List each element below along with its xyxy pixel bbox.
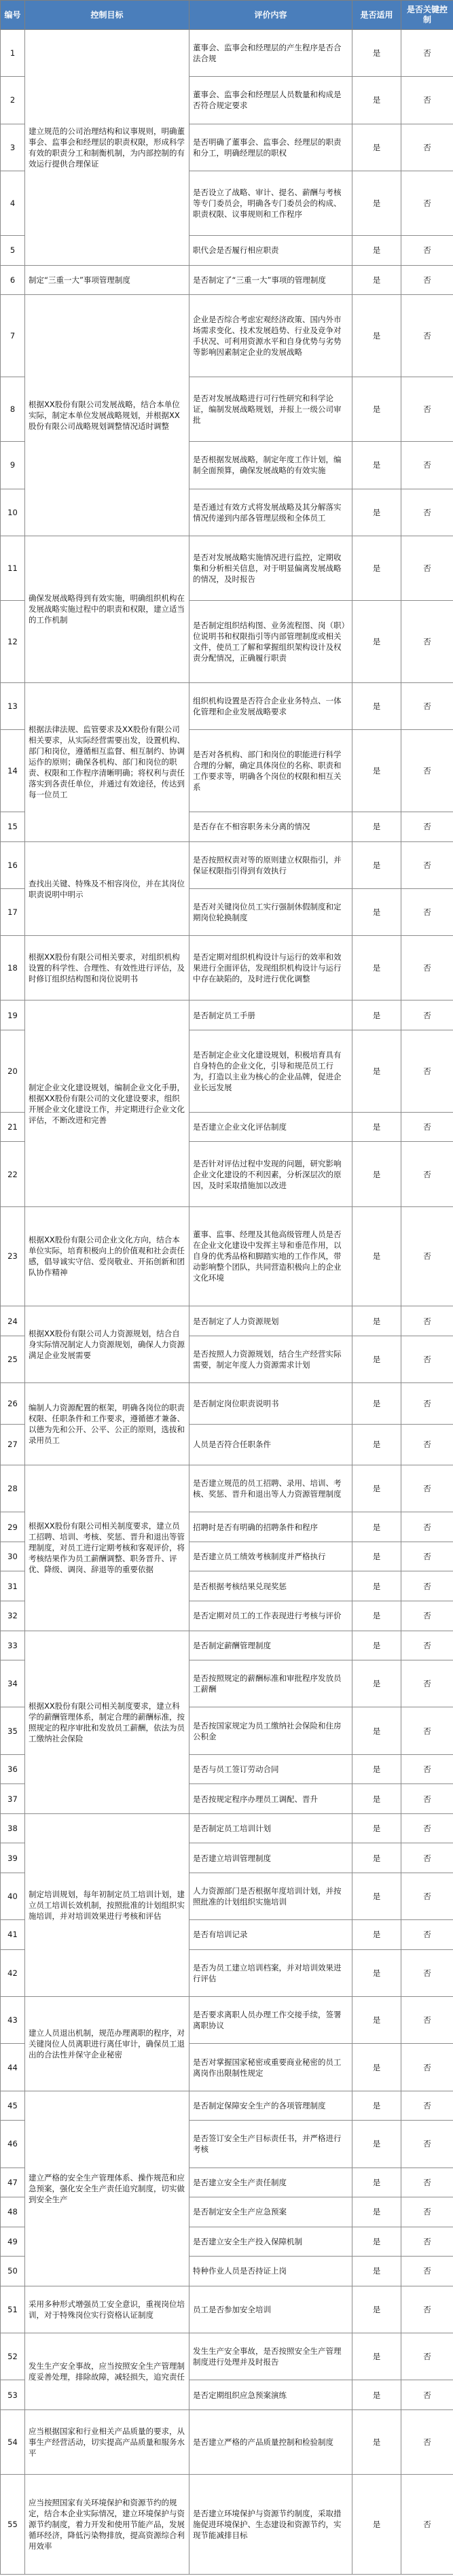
row-number: 36 — [1, 1754, 25, 1784]
table-row — [1, 682, 453, 729]
evaluation-content: 是否建立严格的产品质量控制和检验制度 — [189, 2409, 352, 2474]
applicable-value: 是 — [352, 536, 401, 600]
key-control-value: 否 — [401, 936, 453, 1000]
applicable-value: 是 — [352, 265, 401, 295]
applicable-value: 是 — [352, 1142, 401, 1206]
applicable-value: 是 — [352, 1631, 401, 1660]
control-objective: 制定企业文化建设规划，编制企业文化手册，根据XX股份有限公司的文化建设要求，组织开展企业文化建设工作，并定期进行企业文化评估，不断改进和完善 — [25, 1000, 189, 1206]
key-control-value: 否 — [401, 295, 453, 377]
evaluation-content: 是否对各机构、部门和岗位的职能进行科学合理的分解，确定具体岗位的名称、职责和工作要求等，明确各个岗位的权限和相互关系 — [189, 730, 352, 812]
evaluation-content: 是否按照规定的薪酬标准和审批程序发放员工薪酬 — [189, 1660, 352, 1707]
table-row — [1, 1000, 453, 1030]
key-control-value: 否 — [401, 1949, 453, 1996]
applicable-value: 是 — [352, 1660, 401, 1707]
applicable-value: 是 — [352, 2091, 401, 2121]
evaluation-content: 是否制定岗位职责说明书 — [189, 1383, 352, 1424]
evaluation-content: 是否为员工建立培训档案，并对培训效果进行评估 — [189, 1949, 352, 1996]
applicable-value: 是 — [352, 936, 401, 1000]
key-control-value: 否 — [401, 377, 453, 442]
key-control-value: 否 — [401, 1112, 453, 1142]
control-objective: 编制人力资源配置的框架，明确各岗位的职责权限、任职条件和工作要求，遵循德才兼备、以德为先和公开、公平、公正的原则，选拔和录用员工 — [25, 1383, 189, 1465]
row-number: 46 — [1, 2121, 25, 2168]
row-number: 40 — [1, 1873, 25, 1919]
table-row — [1, 841, 453, 888]
row-number: 30 — [1, 1542, 25, 1571]
evaluation-content: 是否设立了战略、审计、提名、薪酬与考核等专门委员会，明确各专门委员会的构成、职责权限、议事规则和工作程序 — [189, 171, 352, 235]
applicable-value: 是 — [352, 1571, 401, 1601]
key-control-value: 否 — [401, 1512, 453, 1542]
row-number: 16 — [1, 841, 25, 888]
key-control-value: 否 — [401, 1784, 453, 1814]
row-number: 22 — [1, 1142, 25, 1206]
row-number: 31 — [1, 1571, 25, 1601]
key-control-value: 否 — [401, 1843, 453, 1873]
control-objective: 根据法律法规、监管要求及XX股份有限公司相关要求，从实际经营需要出发，设置机构、部门和岗位，遵循相互监督、相互制约、协调运作的原则；确保各机构、部门和岗位的职责、权限和工作程序清晰明确；将权利与责任落实到各责任单位，并通过有效途径，传达到每一位员工 — [25, 682, 189, 841]
table-row — [1, 30, 453, 77]
applicable-value: 是 — [352, 1601, 401, 1631]
evaluation-content: 招聘时是否有明确的招聘条件和程序 — [189, 1512, 352, 1542]
applicable-value: 是 — [352, 889, 401, 936]
table-row — [1, 1465, 453, 1512]
evaluation-content: 是否按照权责对等的原则建立权限指引，并保证权限指引得到有效执行 — [189, 841, 352, 888]
evaluation-content: 是否建立培训管理制度 — [189, 1843, 352, 1873]
evaluation-content: 董事会、监事会和经理层的产生程序是否合法合规 — [189, 30, 352, 77]
key-control-value: 否 — [401, 2286, 453, 2333]
row-number: 11 — [1, 536, 25, 600]
table-header — [1, 1, 453, 30]
applicable-value: 是 — [352, 2044, 401, 2091]
applicable-value: 是 — [352, 1030, 401, 1113]
applicable-value: 是 — [352, 1997, 401, 2044]
row-number: 23 — [1, 1206, 25, 1306]
row-number: 20 — [1, 1030, 25, 1113]
key-control-value: 否 — [401, 2091, 453, 2121]
row-number: 24 — [1, 1306, 25, 1336]
key-control-value: 否 — [401, 1707, 453, 1754]
row-number: 9 — [1, 442, 25, 489]
applicable-value: 是 — [352, 1336, 401, 1382]
key-control-value: 否 — [401, 1571, 453, 1601]
row-number: 51 — [1, 2286, 25, 2333]
applicable-value: 是 — [352, 1754, 401, 1784]
row-number: 10 — [1, 489, 25, 536]
row-number: 50 — [1, 2257, 25, 2286]
control-objective: 发生生产安全事故，应当按照安全生产管理制度妥善处理，排除故障，减轻损失，追究责任 — [25, 2333, 189, 2410]
key-control-value: 否 — [401, 1873, 453, 1919]
control-objective: 确保发展战略得到有效实施，明确组织机构在发展战略实施过程中的职责和权限，建立适当的工作机制 — [25, 536, 189, 682]
row-number: 28 — [1, 1465, 25, 1512]
row-number: 6 — [1, 265, 25, 295]
key-control-value: 否 — [401, 1997, 453, 2044]
applicable-value: 是 — [352, 1112, 401, 1142]
row-number: 39 — [1, 1843, 25, 1873]
evaluation-content: 是否有培训记录 — [189, 1920, 352, 1950]
row-number: 29 — [1, 1512, 25, 1542]
applicable-value: 是 — [352, 601, 401, 683]
row-number: 52 — [1, 2333, 25, 2380]
evaluation-content: 是否制定了“三重一大”事项的管理制度 — [189, 265, 352, 295]
row-number: 44 — [1, 2044, 25, 2091]
table-row — [1, 1997, 453, 2044]
key-control-value: 否 — [401, 1206, 453, 1306]
applicable-value: 是 — [352, 1000, 401, 1030]
table-row — [1, 2409, 453, 2474]
row-number: 3 — [1, 124, 25, 171]
applicable-value: 是 — [352, 1920, 401, 1950]
evaluation-content: 是否根据考核结果兑现奖惩 — [189, 1571, 352, 1601]
table-row — [1, 536, 453, 600]
key-control-value: 否 — [401, 889, 453, 936]
applicable-value: 是 — [352, 812, 401, 842]
key-control-value: 否 — [401, 1601, 453, 1631]
evaluation-content: 是否对发展战略实施情况进行监控，定期收集和分析相关信息，对于明显偏离发展战略的情况，及时报告 — [189, 536, 352, 600]
control-objective: 采用多种形式增强员工安全意识，重视岗位培训，对于特殊岗位实行资格认证制度 — [25, 2286, 189, 2333]
evaluation-content: 是否要求离职人员办理工作交接手续，签署离职协议 — [189, 1997, 352, 2044]
evaluation-content: 是否建立企业文化评估制度 — [189, 1112, 352, 1142]
applicable-value: 是 — [352, 2257, 401, 2286]
evaluation-content: 企业是否综合考虑宏观经济政策、国内外市场需求变化、技术发展趋势、行业及竞争对手状况、可利用资源水平和自身优势与劣势等影响因素制定企业的发展战略 — [189, 295, 352, 377]
row-number: 41 — [1, 1920, 25, 1950]
key-control-value: 否 — [401, 841, 453, 888]
applicable-value: 是 — [352, 2197, 401, 2227]
control-objective: 根据XX股份有限公司发展战略，结合本单位实际，制定本单位发展战略规划，并根据XX股份有限公司战略规划调整情况适时调整 — [25, 295, 189, 536]
evaluation-content: 董事会、监事会和经理层人员数量和构成是否符合规定要求 — [189, 77, 352, 124]
key-control-value: 否 — [401, 812, 453, 842]
applicable-value: 是 — [352, 2409, 401, 2474]
control-objective: 应当按照国家有关环境保护和资源节约的规定，结合本企业实际情况，建立环境保护与资源节约制度，着力开发和使用节能产品，发展循环经济，降低污染物排放，提高资源综合利用效率 — [25, 2474, 189, 2574]
control-objective: 根据XX股份有限公司相关制度要求，建立科学的薪酬管理体系，制定合理的薪酬标准，按照规定的程序审批和发放员工薪酬，依法为员工缴纳社会保险 — [25, 1631, 189, 1813]
applicable-value: 是 — [352, 442, 401, 489]
applicable-value: 是 — [352, 1707, 401, 1754]
applicable-value: 是 — [352, 30, 401, 77]
applicable-value: 是 — [352, 2121, 401, 2168]
header-number: 编号 — [1, 1, 25, 30]
evaluation-content: 是否根据发展战略，制定年度工作计划，编制全面预算，确保发展战略的有效实施 — [189, 442, 352, 489]
key-control-value: 否 — [401, 77, 453, 124]
key-control-value: 否 — [401, 1754, 453, 1784]
evaluation-content: 是否对掌握国家秘密或重要商业秘密的员工离岗作出限制性规定 — [189, 2044, 352, 2091]
evaluation-content: 是否通过有效方式将发展战略及其分解落实情况传递到内部各管理层级和全体员工 — [189, 489, 352, 536]
applicable-value: 是 — [352, 1206, 401, 1306]
row-number: 17 — [1, 889, 25, 936]
applicable-value: 是 — [352, 1949, 401, 1996]
evaluation-content: 是否针对评估过程中发现的问题，研究影响企业文化建设的不利因素，分析深层次的原因，及时采取措施加以改进 — [189, 1142, 352, 1206]
row-number: 47 — [1, 2168, 25, 2197]
row-number: 1 — [1, 30, 25, 77]
key-control-value: 否 — [401, 2044, 453, 2091]
row-number: 8 — [1, 377, 25, 442]
row-number: 12 — [1, 601, 25, 683]
applicable-value: 是 — [352, 1306, 401, 1336]
key-control-value: 否 — [401, 265, 453, 295]
evaluation-content: 职代会是否履行相应职责 — [189, 236, 352, 266]
evaluation-content: 是否制定保障安全生产的各项管理制度 — [189, 2091, 352, 2121]
key-control-value: 否 — [401, 2409, 453, 2474]
header-row — [1, 1, 453, 30]
control-objective: 根据XX股份有限公司相关要求，对组织机构设置的科学性、合理性、有效性进行评估，及时修订组织结构图和岗位说明书 — [25, 936, 189, 1000]
applicable-value: 是 — [352, 1873, 401, 1919]
row-number: 34 — [1, 1660, 25, 1707]
row-number: 48 — [1, 2197, 25, 2227]
row-number: 14 — [1, 730, 25, 812]
control-objective: 制定培训规划，每年初制定员工培训计划，建立员工培训长效机制，按照批准的计划组织实施培训，并对培训效果进行考核和评估 — [25, 1813, 189, 1996]
applicable-value: 是 — [352, 489, 401, 536]
table-row — [1, 2286, 453, 2333]
evaluation-content: 人员是否符合任职条件 — [189, 1424, 352, 1465]
row-number: 33 — [1, 1631, 25, 1660]
evaluation-content: 是否制定了人力资源规划 — [189, 1306, 352, 1336]
row-number: 38 — [1, 1813, 25, 1843]
row-number: 15 — [1, 812, 25, 842]
control-objective: 根据XX股份有限公司人力资源规划，结合自身实际情况制定人力资源规划，确保人力资源满足企业发展需要 — [25, 1306, 189, 1383]
table-row — [1, 1813, 453, 1843]
applicable-value: 是 — [352, 1784, 401, 1814]
row-number: 2 — [1, 77, 25, 124]
row-number: 53 — [1, 2380, 25, 2410]
table-row — [1, 1383, 453, 1424]
control-objective: 建立规范的公司治理结构和议事规则，明确董事会、监事会和经理层的职责权限，形成科学有效的职责分工和制衡机制，为内部控制的有效运行提供合理保证 — [25, 30, 189, 266]
applicable-value: 是 — [352, 2286, 401, 2333]
key-control-value: 否 — [401, 2333, 453, 2380]
header-control-objective: 控制目标 — [25, 1, 189, 30]
applicable-value: 是 — [352, 295, 401, 377]
key-control-value: 否 — [401, 489, 453, 536]
evaluation-content: 是否对发展战略进行可行性研究和科学论证，编制发展战略规划，并报上一级公司审批 — [189, 377, 352, 442]
evaluation-content: 是否制定员工培训计划 — [189, 1813, 352, 1843]
applicable-value: 是 — [352, 841, 401, 888]
row-number: 45 — [1, 2091, 25, 2121]
applicable-value: 是 — [352, 1465, 401, 1512]
key-control-value: 否 — [401, 2227, 453, 2257]
evaluation-content: 是否建立安全生产责任制度 — [189, 2168, 352, 2197]
applicable-value: 是 — [352, 2380, 401, 2410]
row-number: 32 — [1, 1601, 25, 1631]
header-applicable: 是否适用 — [352, 1, 401, 30]
evaluation-content: 是否制定薪酬管理制度 — [189, 1631, 352, 1660]
key-control-value: 否 — [401, 30, 453, 77]
row-number: 43 — [1, 1997, 25, 2044]
applicable-value: 是 — [352, 377, 401, 442]
key-control-value: 否 — [401, 236, 453, 266]
applicable-value: 是 — [352, 682, 401, 729]
table-row — [1, 1206, 453, 1306]
table-row — [1, 2091, 453, 2121]
applicable-value: 是 — [352, 236, 401, 266]
table-row — [1, 295, 453, 377]
row-number: 5 — [1, 236, 25, 266]
evaluation-content: 是否按规定程序办理员工调配、晋升 — [189, 1784, 352, 1814]
key-control-value: 否 — [401, 1142, 453, 1206]
row-number: 27 — [1, 1424, 25, 1465]
row-number: 13 — [1, 682, 25, 729]
applicable-value: 是 — [352, 730, 401, 812]
applicable-value: 是 — [352, 2474, 401, 2574]
key-control-value: 否 — [401, 124, 453, 171]
evaluation-content: 是否定期对组织机构设计与运行的效率和效果进行全面评估，发现组织机构设计与运行中存在缺陷的，及时进行优化调整 — [189, 936, 352, 1000]
row-number: 37 — [1, 1784, 25, 1814]
key-control-value: 否 — [401, 1000, 453, 1030]
control-objective: 根据XX股份有限公司企业文化方向，结合本单位实际，培育积极向上的价值观和社会责任感，倡导诚实守信、爱岗敬业、开拓创新和团队协作精神 — [25, 1206, 189, 1306]
header-key-control: 是否关键控制 — [401, 1, 453, 30]
key-control-value: 否 — [401, 1465, 453, 1512]
applicable-value: 是 — [352, 77, 401, 124]
row-number: 4 — [1, 171, 25, 235]
key-control-value: 否 — [401, 1336, 453, 1382]
evaluation-content: 董事、监事、经理及其他高级管理人员是否在企业文化建设中发挥主导和垂范作用，以自身的优秀品格和脚踏实地的工作作风，带动影响整个团队，共同营造积极向上的企业文化环境 — [189, 1206, 352, 1306]
row-number: 54 — [1, 2409, 25, 2474]
evaluation-content: 是否制定员工手册 — [189, 1000, 352, 1030]
evaluation-content: 是否制定安全生产应急预案 — [189, 2197, 352, 2227]
evaluation-content: 组织机构设置是否符合企业业务特点、一体化管理和企业发展战略要求 — [189, 682, 352, 729]
key-control-value: 否 — [401, 1813, 453, 1843]
row-number: 42 — [1, 1949, 25, 1996]
evaluation-content: 是否定期组织应急预案演练 — [189, 2380, 352, 2410]
key-control-value: 否 — [401, 2121, 453, 2168]
key-control-value: 否 — [401, 2380, 453, 2410]
evaluation-content: 是否对关键岗位员工实行强制休假制度和定期岗位轮换制度 — [189, 889, 352, 936]
key-control-value: 否 — [401, 1542, 453, 1571]
applicable-value: 是 — [352, 1542, 401, 1571]
header-evaluation-content: 评价内容 — [189, 1, 352, 30]
applicable-value: 是 — [352, 1843, 401, 1873]
evaluation-content: 是否建立规范的员工招聘、录用、培训、考核、奖惩、晋升和退出等人力资源管理制度 — [189, 1465, 352, 1512]
evaluation-content: 是否制定组织结构图、业务流程图、岗（职）位说明书和权限指引等内部管理制度或相关文件，使员工了解和掌握组织架构设计及权责分配情况，正确履行职责 — [189, 601, 352, 683]
table-row — [1, 1306, 453, 1336]
control-objective: 建立人员退出机制，规范办理离职的程序，对关键岗位人员离职进行离任审计，确保员工退出的合法性并保守企业秘密 — [25, 1997, 189, 2091]
row-number: 18 — [1, 936, 25, 1000]
key-control-value: 否 — [401, 2168, 453, 2197]
key-control-value: 否 — [401, 601, 453, 683]
row-number: 35 — [1, 1707, 25, 1754]
evaluation-content: 是否建立环境保护与资源节约制度，采取措施促进环境保护、生态建设和资源节约，实现节能减排目标 — [189, 2474, 352, 2574]
control-objective: 应当根据国家和行业相关产品质量的要求，从事生产经营活动，切实提高产品质量和服务水平 — [25, 2409, 189, 2474]
key-control-value: 否 — [401, 1920, 453, 1950]
evaluation-content: 是否按国家规定为员工缴纳社会保险和住房公积金 — [189, 1707, 352, 1754]
key-control-value: 否 — [401, 536, 453, 600]
evaluation-content: 人力资源部门是否根据年度培训计划，并按照批准的计划组织实施培训 — [189, 1873, 352, 1919]
table-row — [1, 2333, 453, 2380]
evaluation-content: 是否定期对员工的工作表现进行考核与评价 — [189, 1601, 352, 1631]
applicable-value: 是 — [352, 171, 401, 235]
table-body — [1, 30, 453, 2575]
table-row — [1, 1631, 453, 1660]
evaluation-content: 是否与员工签订劳动合同 — [189, 1754, 352, 1784]
applicable-value: 是 — [352, 2168, 401, 2197]
key-control-value: 否 — [401, 730, 453, 812]
applicable-value: 是 — [352, 1512, 401, 1542]
applicable-value: 是 — [352, 1383, 401, 1424]
key-control-value: 否 — [401, 682, 453, 729]
control-objective: 根据XX股份有限公司相关制度要求，建立员工招聘、培训、考核、奖惩、晋升和退出等管理制度，对员工进行定期考核和客观评价，将考核结果作为员工薪酬调整、职务晋升、评优、降级、调岗、辞退等的重要依据 — [25, 1465, 189, 1631]
key-control-value: 否 — [401, 1631, 453, 1660]
applicable-value: 是 — [352, 1424, 401, 1465]
table-row — [1, 2474, 453, 2574]
row-number: 7 — [1, 295, 25, 377]
row-number: 25 — [1, 1336, 25, 1382]
control-objective: 制定“三重一大”事项管理制度 — [25, 265, 189, 295]
control-objective: 建立严格的安全生产管理体系、操作规范和应急预案，强化安全生产责任追究制度，切实做到安全生产 — [25, 2091, 189, 2286]
key-control-value: 否 — [401, 1383, 453, 1424]
evaluation-content: 是否明确了董事会、监事会、经理层的职责和分工，明确经理层的职权 — [189, 124, 352, 171]
applicable-value: 是 — [352, 1813, 401, 1843]
row-number: 26 — [1, 1383, 25, 1424]
row-number: 49 — [1, 2227, 25, 2257]
evaluation-content: 特种作业人员是否持证上岗 — [189, 2257, 352, 2286]
key-control-value: 否 — [401, 2474, 453, 2574]
evaluation-content: 员工是否参加安全培训 — [189, 2286, 352, 2333]
evaluation-content: 是否按照人力资源规划，结合生产经营实际需要，制定年度人力资源需求计划 — [189, 1336, 352, 1382]
table-row — [1, 265, 453, 295]
applicable-value: 是 — [352, 124, 401, 171]
applicable-value: 是 — [352, 2333, 401, 2380]
evaluation-content: 是否制定企业文化建设规划，积极培育具有自身特色的企业文化，引导和规范员工行为，打造以主业为核心的企业品牌，促进企业长远发展 — [189, 1030, 352, 1113]
applicable-value: 是 — [352, 2227, 401, 2257]
control-objective: 查找出关键、特殊及不相容岗位，并在其岗位职责说明中明示 — [25, 841, 189, 936]
key-control-value: 否 — [401, 1424, 453, 1465]
key-control-value: 否 — [401, 1660, 453, 1707]
key-control-value: 否 — [401, 2257, 453, 2286]
key-control-value: 否 — [401, 1306, 453, 1336]
key-control-value: 否 — [401, 171, 453, 235]
row-number: 55 — [1, 2474, 25, 2574]
row-number: 21 — [1, 1112, 25, 1142]
key-control-value: 否 — [401, 2197, 453, 2227]
key-control-value: 否 — [401, 1030, 453, 1113]
evaluation-content: 是否建立员工绩效考核制度并严格执行 — [189, 1542, 352, 1571]
evaluation-content: 发生生产安全事故，是否按照安全生产管理制度进行处理并及时报告 — [189, 2333, 352, 2380]
table-row — [1, 936, 453, 1000]
row-number: 19 — [1, 1000, 25, 1030]
evaluation-content: 是否建立安全生产投入保障机制 — [189, 2227, 352, 2257]
evaluation-content: 是否存在不相容职务未分离的情况 — [189, 812, 352, 842]
key-control-value: 否 — [401, 442, 453, 489]
evaluation-content: 是否签订安全生产目标责任书，并严格进行考核 — [189, 2121, 352, 2168]
